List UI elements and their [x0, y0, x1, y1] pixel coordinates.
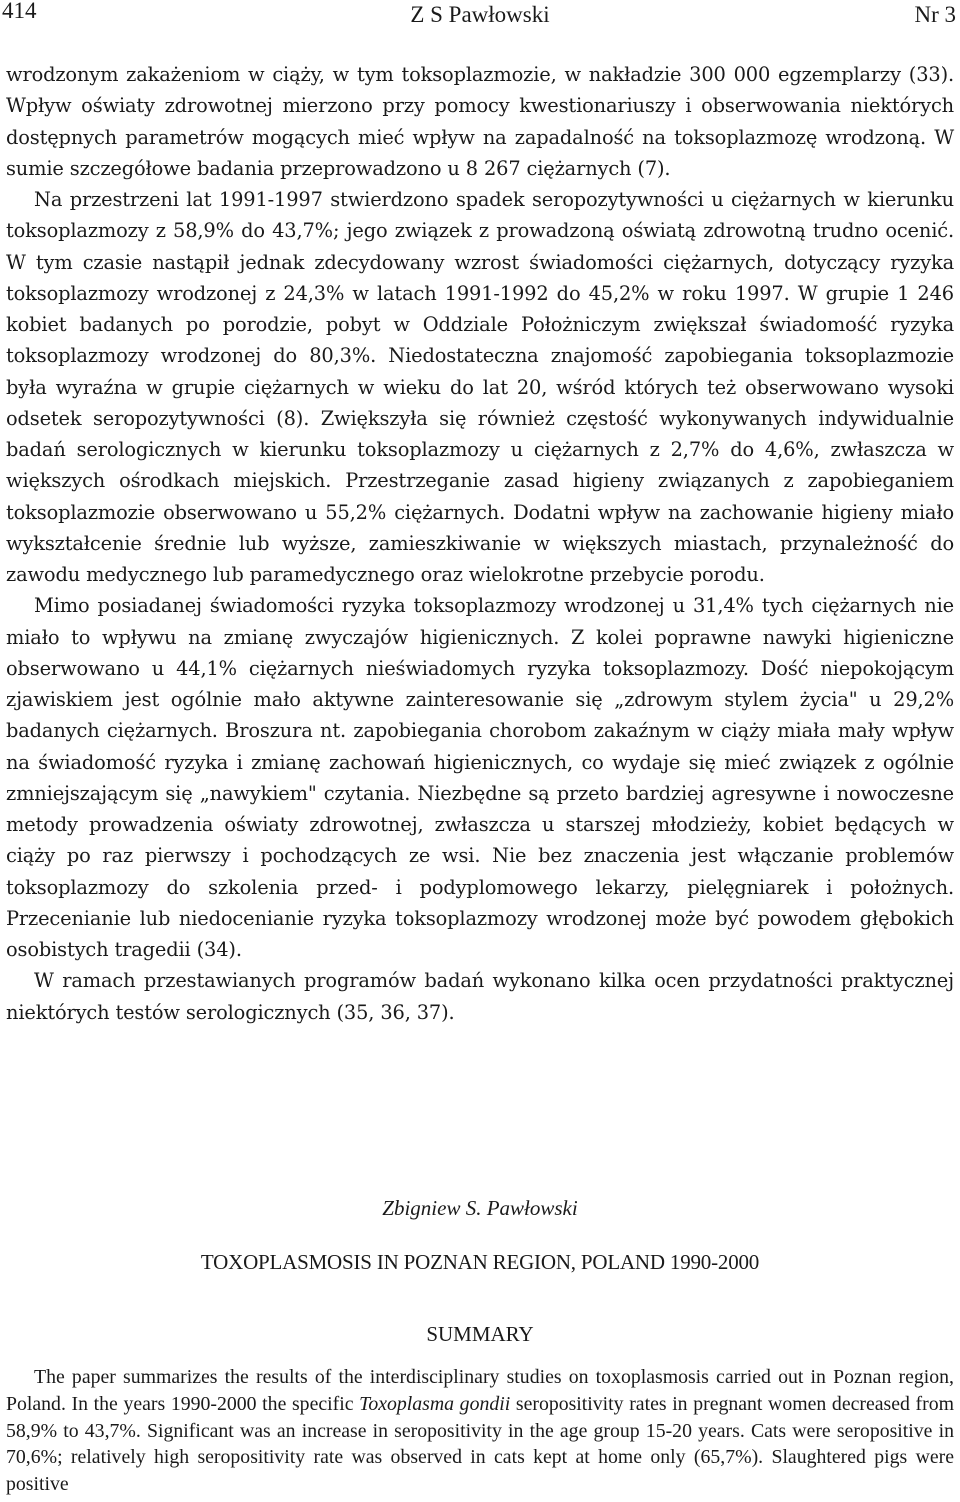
paragraph: wrodzonym zakażeniom w ciąży, w tym toksoplazmozie, w nakładzie 300 000 egzemplarzy (33). Wpływ oświaty zdrowotnej mierzono przy pomocy kwestionariuszy i obserwowania niektórych dostępnych parametrów mogących mieć wpływ na zapadalność na toksoplazmozę wrodzoną. W sumie szczegółowe badania przeprowadzono u 8 267 ciężarnych (7). [6, 63, 954, 180]
summary-heading: SUMMARY [426, 1322, 534, 1346]
issue-number: Nr 3 [914, 2, 956, 27]
author-signature: Zbigniew S. Pawłowski [382, 1196, 578, 1220]
body-text [6, 59, 954, 1028]
running-header [0, 0, 960, 30]
page-number: 414 [2, 0, 37, 23]
summary-paragraph [6, 1364, 954, 1498]
paragraph: W ramach przestawianych programów badań wykonano kilka ocen przydatności praktycznej niektórych testów serologicznych (35, 36, 37). [6, 969, 954, 1024]
paragraph: Na przestrzeni lat 1991-1997 stwierdzono spadek seropozytywności u ciężarnych w kierunku toksoplazmozy z 58,9% do 43,7%; jego związek z prowadzoną oświatą zdrowotną trudno ocenić. W tym czasie nastąpił jednak zdecydowany wzrost świadomości ciężarnych, dotyczący ryzyka toksoplazmozy wrodzonej z 24,3% w latach 1991-1992 do 45,2% w roku 1997. W grupie 1 246 kobiet badanych po porodzie, pobyt w Oddziale Położniczym zwiększał świadomość ryzyka toksoplazmozy wrodzonej do 80,3%. Niedostateczna znajomość zapobiegania toksoplazmozie była wyraźna w grupie ciężarnych w wieku do lat 20, wśród których też obserwowano wysoki odsetek seropozytywności (8). Zwiększyła się również częstość wykonywanych indywidualnie badań serologicznych w kierunku toksoplazmozy u ciężarnych z 2,7% do 4,6%, zwłaszcza w większych ośrodkach miejskich. Przestrzeganie zasad higieny związanych z zapobieganiem toksoplazmozie obserwowano u 55,2% ciężarnych. Dodatni wpływ na zachowanie higieny miało wykształcenie średnie lub wyższe, zamieszkiwanie w większych miastach, przynależność do zawodu medycznego lub paramedycznego oraz wielokrotne przebycie porodu. [6, 188, 954, 586]
paragraph: Mimo posiadanej świadomości ryzyka toksoplazmozy wrodzonej u 31,4% tych ciężarnych nie miało to wpływu na zmianę zwyczajów higienicznych. Z kolei poprawne nawyki higieniczne obserwowano u 44,1% ciężarnych nieświadomych ryzyka toksoplazmozy. Dość niepokojącym zjawiskiem jest ogólnie mało aktywne zainteresowanie się „zdrowym stylem życia" u 29,2% badanych ciężarnych. Broszura nt. zapobiegania chorobom zakaźnym w ciąży miała mały wpływ na świadomość ryzyka i zmianę zachowań higienicznych, co wydaje się mieć związek z ogólnie zmniejszającym się „nawykiem" czytania. Niezbędne są przeto bardziej agresywne i nowoczesne metody prowadzenia oświaty zdrowotnej, zwłaszcza u starszej młodzieży, kobiet będących w ciąży po raz pierwszy i pochodzących ze wsi. Nie bez znaczenia jest włączanie problemów toksoplazmozy do szkolenia przed- i podyplomowego lekarzy, pielęgniarek i położnych. Przecenianie lub niedocenianie ryzyka toksoplazmozy wrodzonej może być powodem głębokich osobistych tragedii (34). [6, 594, 954, 961]
species-name: Toxoplasma gondii [359, 1392, 511, 1415]
english-title: TOXOPLASMOSIS IN POZNAN REGION, POLAND 1990-2000 [200, 1250, 760, 1274]
summary-text-part: The paper summarizes the results of the interdisciplinary studies on toxoplasmosis carried out in Poznan region, Poland. In the years 1990-2000 the specific [6, 1366, 954, 1415]
summary-text-part: seropositivity rates in pregnant women decreased from 58,9% to 43,7%. Significant was an increase in seropositivity in the age group 15-20 years. Cats were seropositive in 70,6%; relatively high seropositivity rate was observed in cats kept at home only (65,7%). Slaughtered pigs were positive [6, 1392, 954, 1496]
running-title: Z S Pawłowski [410, 2, 550, 27]
summary-text [6, 1364, 954, 1498]
